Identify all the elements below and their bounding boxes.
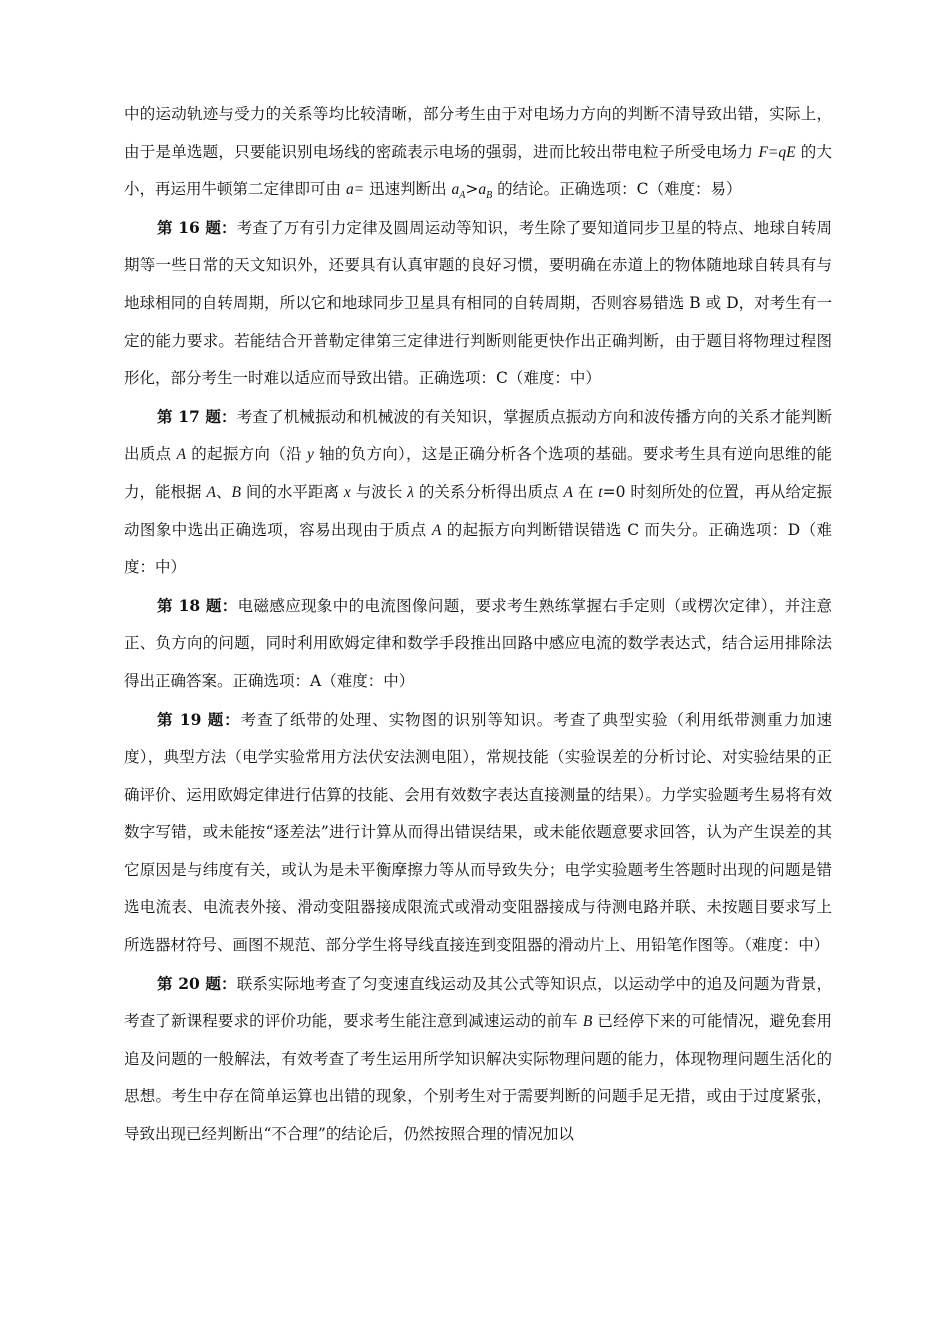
p17-text: =0 时刻所处的位置，再从给定振动图象中选出正确选项，容易出现由于质点 [124, 482, 833, 539]
p15-text-2: 的大小，再运用牛顿第二定律即可由 [124, 142, 832, 199]
paragraph-q16 [124, 209, 832, 398]
subscript-a: A [459, 190, 466, 202]
p15-text-4: 的结论。正确选项：C（难度：易） [492, 180, 742, 199]
paragraph-q17 [124, 398, 832, 587]
symbol-t: t [598, 483, 603, 501]
symbol-x: x [343, 483, 351, 501]
p20-text: 联系实际地考查了匀变速直线运动及其公式等知识点，以运动学中的追及问题为背景，考查了新课程要求的评价功能，要求考生能注意到减速运动的前车 [124, 974, 832, 1031]
symbol-a: a [451, 181, 460, 199]
p15-text-3: 迅速判断出 [364, 180, 452, 199]
symbol-a: a [478, 181, 487, 199]
subscript-b: B [486, 190, 493, 202]
p18-text: 电磁感应现象中的电流图像问题，要求考生熟练掌握右手定则（或楞次定律），并注意正、负方向的问题，同时利用欧姆定律和数学手段推出回路中感应电流的数学表达式，结合运用排除法得出正确答案。正确选项：A（难度：中） [124, 596, 832, 690]
p17-text: 轴的负方向），这是正确分析各个选项的基础。要求考生具有逆向思维的能力，能根据 [124, 445, 832, 501]
p16-text: 考查了万有引力定律及圆周运动等知识，考生除了要知道同步卫星的特点、地球自转周期等一些日常的天文知识外，还要具有认真审题的良好习惯，要明确在赤道上的物体随地球自转具有与地球相同的自转周期，所以它和地球同步卫星具有相同的自转周期，否则容易错选 B 或 D，对考生有一定的能力要求。若能结合开普勒定律第三定律进行判断则能更快作出正确判断，由于题目将物理过程图形化，部分考生一时难以适应而导致出错。正确选项：C（难度：中） [124, 218, 832, 388]
p17-text: 的起振方向（沿 [186, 445, 307, 464]
question-label-18: 第 18 题： [157, 595, 238, 615]
formula-a: a= [345, 181, 365, 199]
p17-text: 的关系分析得出质点 [413, 482, 564, 501]
p17-text: 间的水平距离 [240, 482, 344, 501]
question-label-16: 第 16 题： [157, 217, 237, 237]
p15-text-1: 中的运动轨迹与受力的关系等均比较清晰，部分考生由于对电场力方向的判断不清导致出错，实际上，由于是单选题，只要能识别电场线的密疏表示电场的强弱，进而比较出带电粒子所受电场力 [124, 105, 832, 161]
paragraph-q18 [124, 587, 832, 701]
symbol-A: A [176, 446, 187, 464]
p20-text: 已经停下来的可能情况，避免套用追及问题的一般解法，有效考查了考生运用所学知识解决实际物理问题的能力，体现物理问题生活化的思想。考生中存在简单运算也出错的现象，个别考生对于需要判断的问题手足无措，或由于过度紧张，导致出现已经判断出“不合理”的结论后，仍然按照合理的情况加以 [124, 1012, 832, 1144]
symbol-A: A [431, 521, 442, 539]
formula-f-qe: F=qE [758, 143, 796, 161]
greater-than: > [465, 180, 479, 199]
p17-text: 考查了机械振动和机械波的有关知识，掌握质点振动方向和波传播方向的关系才能判断出质点 [124, 407, 832, 464]
p17-text: 、 [215, 482, 232, 501]
p17-text: 的起振方向判断错误错选 C 而失分。正确选项：D（难度：中） [124, 520, 832, 577]
p17-text: 在 [572, 482, 599, 501]
symbol-B: B [231, 483, 241, 501]
symbol-A: A [563, 483, 573, 501]
p19-text: 考查了纸带的处理、实物图的识别等知识。考查了典型实验（利用纸带测重力加速度），典型方法（电学实验常用方法伏安法测电阻），常规技能（实验误差的分析讨论、对实验结果的正确评价、运用欧姆定律进行估算的技能、会用有效数字表达直接测量的结果）。力学实验题考生易将有效数字写错，或未能按“逐差法”进行计算从而得出错误结果，或未能依题意要求回答，认为产生误差的其它原因是与纬度有关，或认为是未平衡摩擦力等从而导致失分；电学实验题考生答题时出现的问题是错选电流表、电流表外接、滑动变阻器接成限流式或滑动变阻器接成与待测电路并联、未按题目要求写上所选器材符号、画图不规范、部分学生将导线直接连到变阻器的滑动片上、用铅笔作图等。（难度：中） [124, 710, 832, 955]
question-label-17: 第 17 题： [157, 406, 237, 426]
symbol-A: A [206, 483, 216, 501]
symbol-y: y [306, 446, 314, 464]
symbol-B: B [582, 1013, 593, 1031]
paragraph-q15-continued [124, 96, 832, 209]
p17-text: 与波长 [350, 482, 408, 501]
question-label-20: 第 20 题： [157, 973, 237, 993]
document-body [124, 96, 832, 1154]
symbol-lambda: λ [407, 483, 414, 501]
question-label-19: 第 19 题： [157, 709, 241, 729]
paragraph-q20 [124, 965, 832, 1154]
paragraph-q19 [124, 701, 832, 965]
